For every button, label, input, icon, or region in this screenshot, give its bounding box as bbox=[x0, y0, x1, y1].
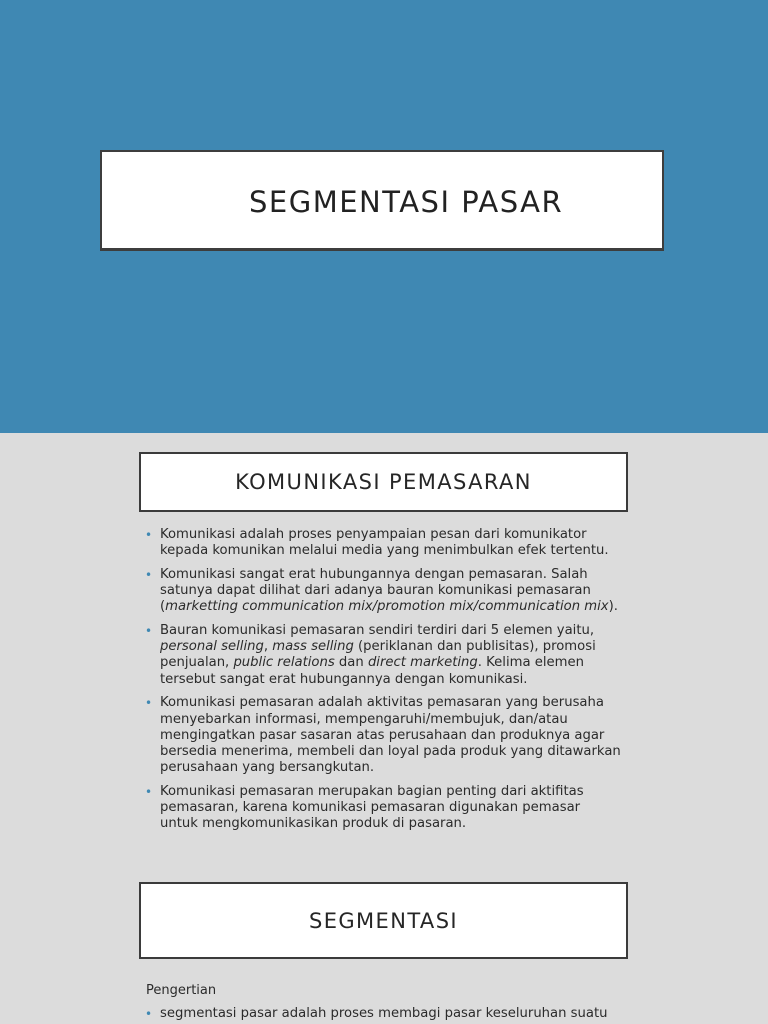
bullet-item bbox=[0, 623, 768, 688]
bullet-marker-icon: • bbox=[145, 567, 153, 582]
bullet-marker-icon: • bbox=[145, 624, 153, 639]
slide-komunikasi-pemasaran bbox=[0, 433, 768, 873]
bullet-text-italic: direct marketing bbox=[367, 655, 478, 671]
bullet-text: dan bbox=[334, 655, 368, 671]
bullet-item bbox=[0, 784, 768, 833]
bullet-text: , bbox=[263, 639, 273, 655]
bullet-marker-icon: • bbox=[145, 1007, 153, 1021]
bullet-list bbox=[0, 527, 768, 840]
bullet-text-italic: marketting communication mix/promotion mix/communication mix bbox=[165, 599, 609, 615]
bullet-item bbox=[0, 695, 768, 776]
bullet-text: segmentasi pasar adalah proses membagi pasar keseluruhan suatu bbox=[160, 1006, 608, 1021]
bullet-text-italic: public relations bbox=[233, 655, 335, 671]
bullet-marker-icon: • bbox=[145, 784, 153, 799]
bullet-item bbox=[0, 1006, 768, 1022]
section-heading-box bbox=[139, 882, 628, 959]
bullet-item bbox=[0, 527, 768, 559]
section-heading: SEGMENTASI bbox=[308, 908, 459, 933]
bullet-text: Komunikasi adalah proses penyampaian pesan dari komunikator kepada komunikan melalui media yang menimbulkan efek tertentu. bbox=[160, 527, 609, 559]
bullet-marker-icon: • bbox=[145, 528, 153, 542]
bullet-text: Bauran komunikasi pemasaran sendiri terdiri dari 5 elemen yaitu, bbox=[160, 623, 595, 639]
bullet-text: Komunikasi pemasaran adalah aktivitas pemasaran yang berusaha menyebarkan informasi, mempengaruhi/membujuk, dan/atau mengingatkan pasar sasaran atas perusahaan dan produknya agar bersedia menerima, membeli dan loyal pada produk yang ditawarkan perusahaan yang bersangkutan. bbox=[160, 695, 621, 776]
bullet-marker-icon: • bbox=[145, 696, 153, 711]
section-heading-box bbox=[139, 452, 628, 512]
bullet-list bbox=[0, 1006, 768, 1022]
bullet-text: Komunikasi pemasaran merupakan bagian penting dari aktifitas pemasaran, karena komunikasi pemasaran digunakan pemasar untuk mengkomunikasikan produk di pasaran. bbox=[160, 783, 584, 832]
title-slide bbox=[0, 0, 768, 433]
bullet-text: ). bbox=[608, 599, 618, 615]
slide-segmentasi bbox=[0, 873, 768, 1024]
bullet-text-italic: mass selling bbox=[272, 639, 354, 655]
slide-title: SEGMENTASI PASAR bbox=[249, 185, 564, 219]
bullet-text: Komunikasi sangat erat hubungannya dengan pemasaran. Salah satunya dapat dilihat dari adanya bauran komunikasi pemasaran ( bbox=[160, 566, 591, 615]
bullet-text: . Kelima elemen tersebut sangat erat hubungannya dengan komunikasi. bbox=[160, 655, 584, 687]
section-heading: KOMUNIKASI PEMASARAN bbox=[235, 470, 532, 494]
title-box bbox=[100, 150, 664, 251]
bullet-item bbox=[0, 567, 768, 616]
subsection-label: Pengertian bbox=[146, 983, 217, 998]
bullet-text: (periklanan dan publisitas), promosi penjualan, bbox=[160, 639, 596, 671]
bullet-text-italic: personal selling bbox=[160, 639, 264, 655]
